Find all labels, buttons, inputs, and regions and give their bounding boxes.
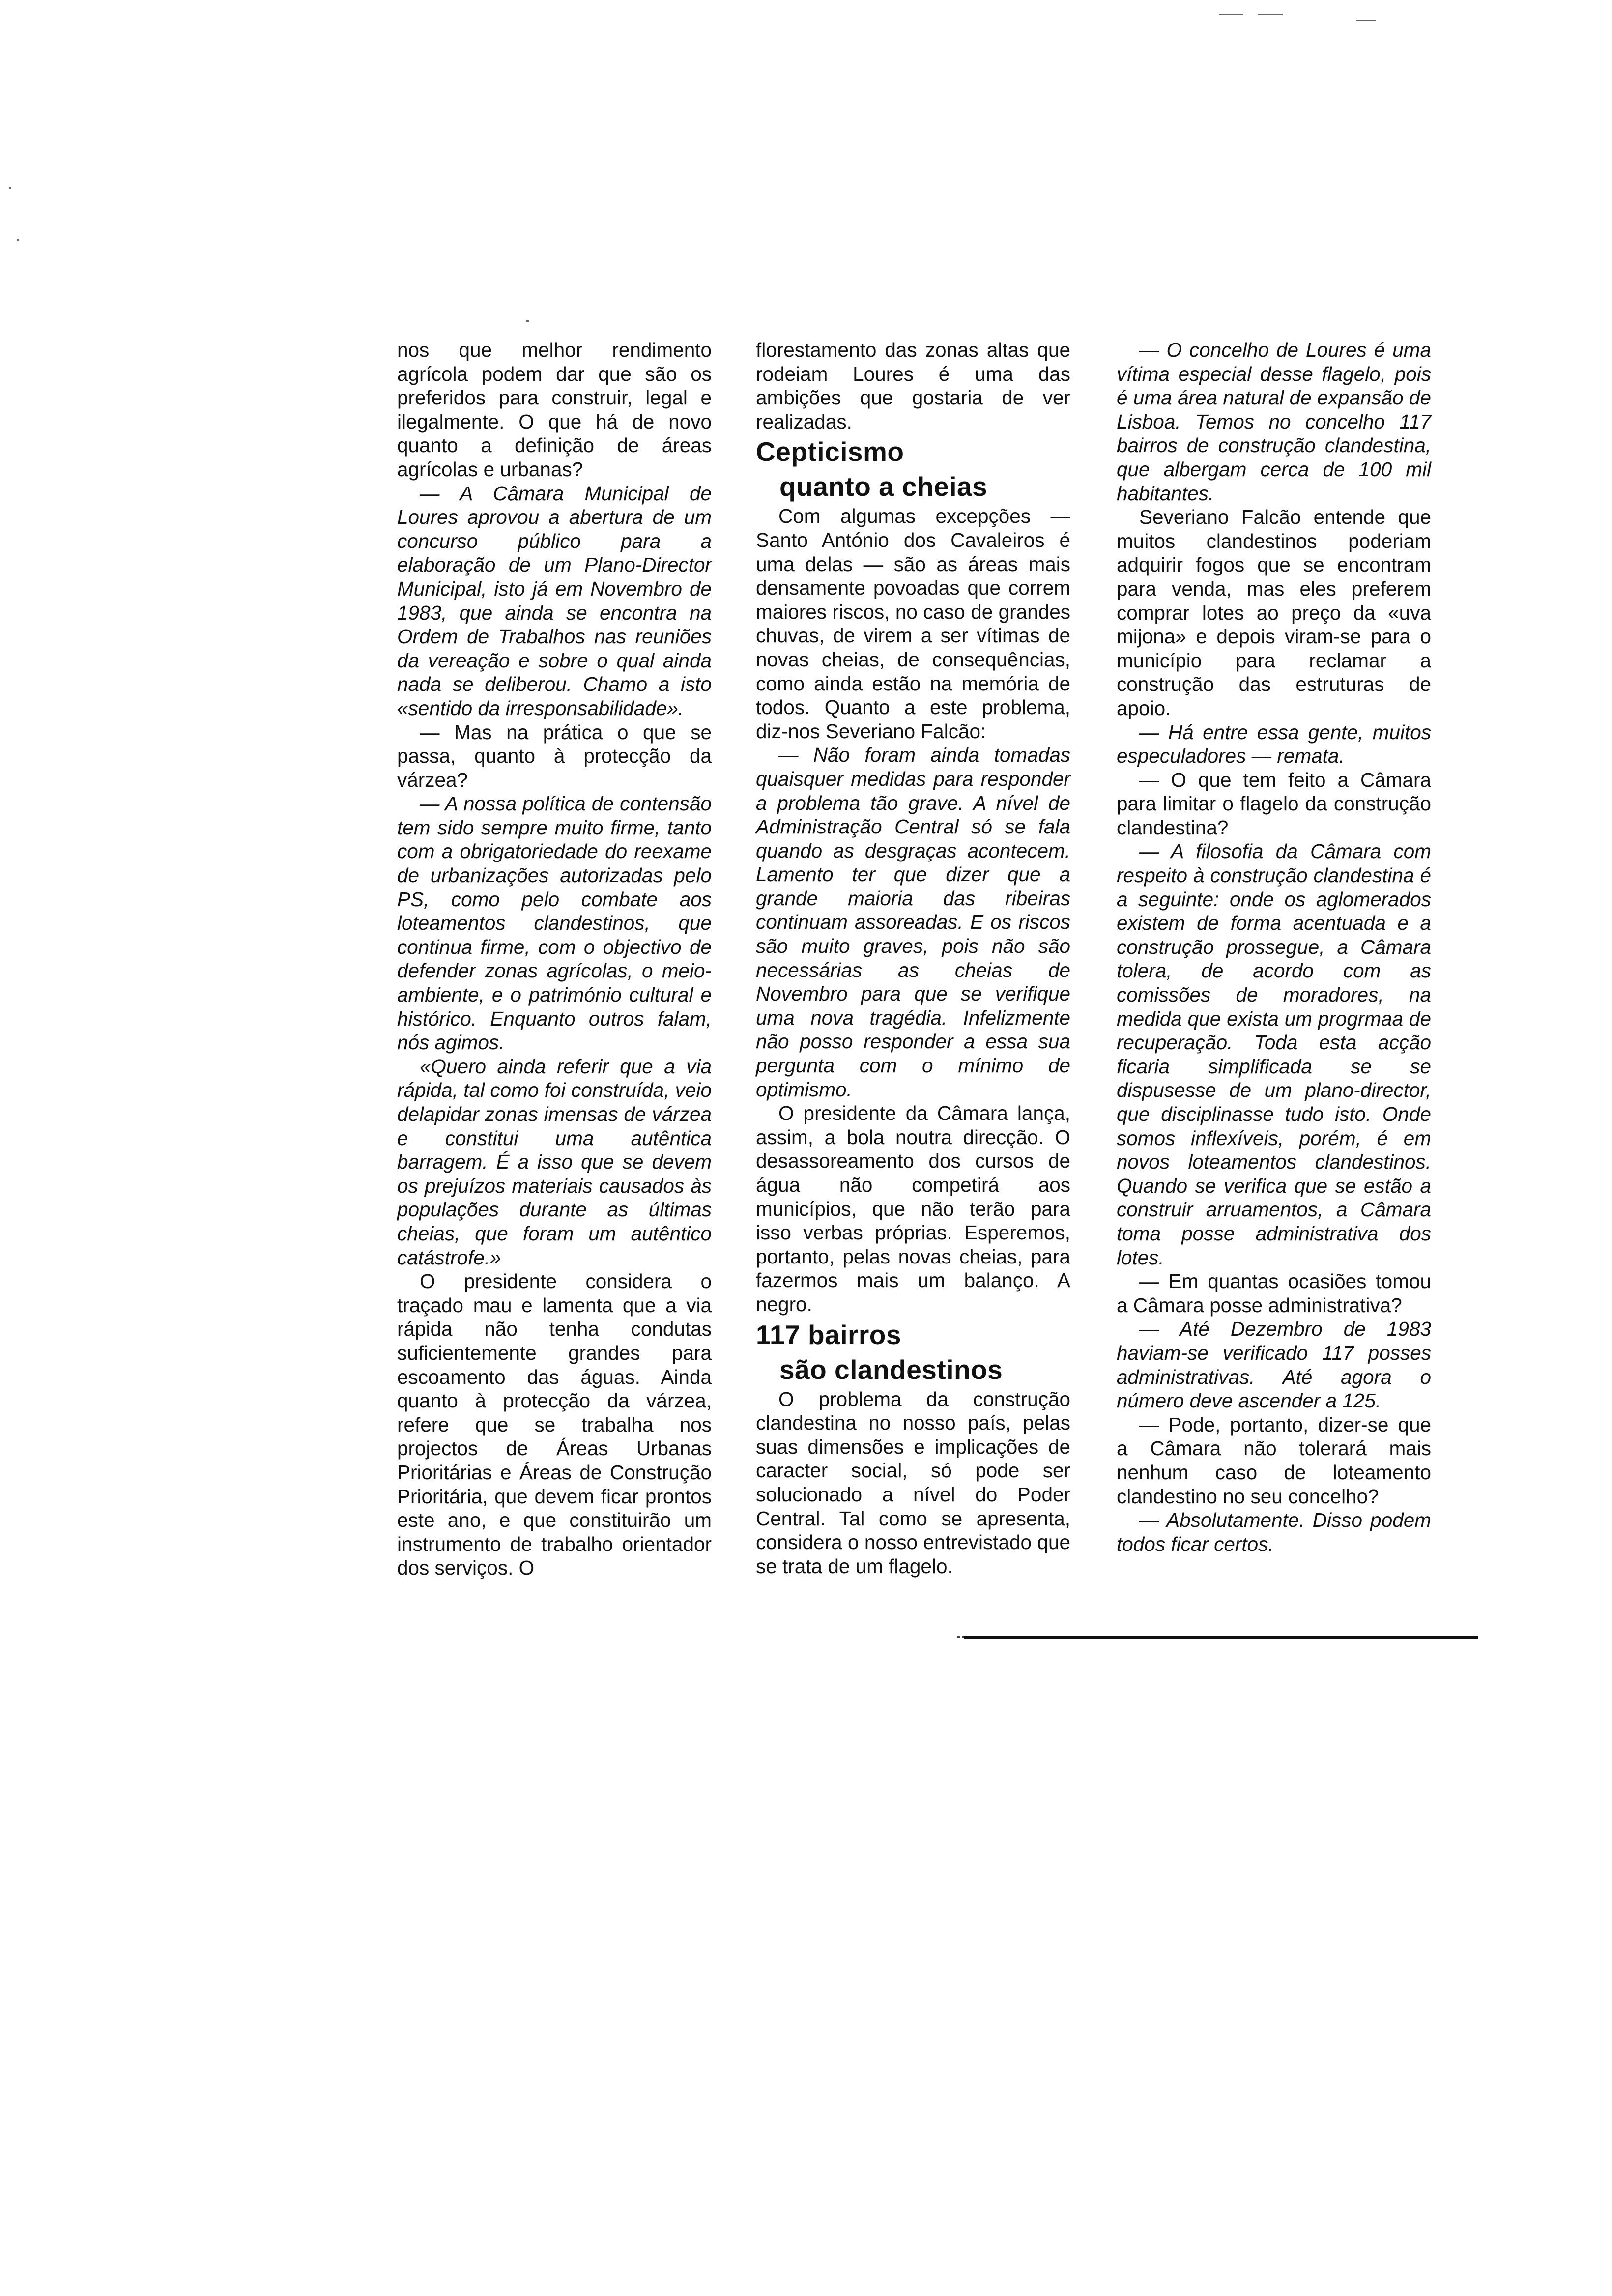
paragraph: — Mas na prática o que se passa, quanto à protecção da várzea? xyxy=(397,720,712,791)
paragraph: — A nossa política de contensão tem sido sempre muito firme, tanto com a obrigatoriedade do reexame de urbanizações autorizadas pelo PS, como pelo combate aos loteamentos clandestinos, que continua firme, com o objectivo de defender zonas agrícolas, o meio-ambiente, e o património cultural e histórico. Enquanto outros falam, nós agimos. xyxy=(397,792,712,1054)
section-heading-line-2: quanto a cheias xyxy=(779,471,988,502)
paragraph: Com algumas excepções — Santo António dos Cavaleiros é uma delas — são as áreas mais densamente povoadas que correm maiores riscos, no caso de grandes chuvas, de virem a ser vítimas de novas cheias, de consequências, como ainda estão na memória de todos. Quanto a este problema, diz-nos Severiano Falcão: xyxy=(756,505,1070,743)
paragraph: O presidente da Câmara lança, assim, a bola noutra direcção. O desassoreamento dos cursos de água não competirá aos municípios, que não terão para isso verbas próprias. Esperemos, portanto, pelas novas cheias, para fazermos mais um balanço. A negro. xyxy=(756,1102,1070,1316)
paragraph: nos que melhor rendimento agrícola podem dar que são os preferidos para construir, legal e ilegalmente. O que há de novo quanto a definição de áreas agrícolas e urbanas? xyxy=(397,339,712,481)
paragraph: — Em quantas ocasiões tomou a Câmara posse administrativa? xyxy=(1117,1270,1431,1317)
paragraph: — O que tem feito a Câmara para limitar o flagelo da construção clandestina? xyxy=(1117,768,1431,839)
article-column-1 xyxy=(397,338,712,1580)
scan-mark xyxy=(1219,14,1243,15)
quote-paragraph: «Quero ainda referir que a via rápida, tal como foi construída, veio delapidar zonas imensas de várzea e constitui uma autêntica barragem. É a isso que se devem os prejuízos materiais causados às populações durante as últimas cheias, que foram um autêntico catástrofe.» xyxy=(397,1055,712,1269)
scan-mark xyxy=(1258,14,1283,15)
paragraph: — A filosofia da Câmara com respeito à construção clandestina é a seguinte: onde os aglomerados existem de forma acentuada e a construção prossegue, a Câmara tolera, de acordo com as comissões de moradores, na medida que exista um progrmaa de recuperação. Toda esta acção ficaria simplificada se se dispusesse de um plano-director, que disciplinasse tudo isto. Onde somos inflexíveis, porém, é em novos loteamentos clandestinos. Quando se verifica que se estão a construir arruamentos, a Câmara toma posse administrativa dos lotes. xyxy=(1117,840,1431,1269)
paragraph: — Até Dezembro de 1983 haviam-se verificado 117 posses administrativas. Até agora o número deve ascender a 125. xyxy=(1117,1318,1431,1412)
paragraph: — Pode, portanto, dizer-se que a Câmara não tolerará mais nenhum caso de loteamento clandestino no seu concelho? xyxy=(1117,1413,1431,1508)
section-heading: Cepticismo xyxy=(756,436,904,467)
section-heading-line-2: são clandestinos xyxy=(779,1354,1003,1385)
paragraph: — Absolutamente. Disso podem todos ficar certos. xyxy=(1117,1509,1431,1555)
paragraph: florestamento das zonas altas que rodeiam Loures é uma das ambições que gostaria de ver realizadas. xyxy=(756,339,1070,433)
scan-mark xyxy=(17,239,19,241)
paragraph: — Não foram ainda tomadas quaisquer medidas para responder a problema tão grave. A nível de Administração Central só se fala quando as desgraças acontecem. Lamento ter que dizer que a grande maioria das ribeiras continuam assoreadas. E os riscos são muito graves, pois não são necessárias as cheias de Novembro para que se verifique uma nova tragédia. Infelizmente não posso responder a essa sua pergunta com o mínimo de optimismo. xyxy=(756,744,1070,1101)
paragraph: — O concelho de Loures é uma vítima especial desse flagelo, pois é uma área natural de expansão de Lisboa. Temos no concelho 117 bairros de construção clandestina, que albergam cerca de 100 mil habitantes. xyxy=(1117,339,1431,505)
end-rule xyxy=(964,1636,1478,1639)
paragraph: — A Câmara Municipal de Loures aprovou a abertura de um concurso público para a elaboração de um Plano-Director Municipal, isto já em Novembro de 1983, que ainda se encontra na Ordem de Trabalhos nas reuniões da vereação e sobre o qual ainda nada se deliberou. Chamo a isto «sentido da irresponsabilidade». xyxy=(397,482,712,719)
article-column-2 xyxy=(756,338,1070,1578)
paragraph: — Há entre essa gente, muitos especuladores — remata. xyxy=(1117,720,1431,768)
scan-mark xyxy=(9,187,11,189)
paragraph: O presidente considera o traçado mau e lamenta que a via rápida não tenha condutas suficientemente grandes para escoamento das águas. Ainda quanto à protecção da várzea, refere que se trabalha nos projectos de Áreas Urbanas Prioritárias e Áreas de Construção Prioritária, que devem ficar prontos este ano, e que constituirão um instrumento de trabalho orientador dos serviços. O xyxy=(397,1270,712,1579)
scan-mark xyxy=(526,320,529,322)
paragraph: Severiano Falcão entende que muitos clandestinos poderiam adquirir fogos que se encontram para venda, mas eles preferem comprar lotes ao preço da «uva mijona» e depois viram-se para o município para reclamar a construção das estruturas de apoio. xyxy=(1117,506,1431,719)
article-column-3 xyxy=(1117,338,1431,1556)
paragraph: O problema da construção clandestina no nosso país, pelas suas dimensões e implicações de caracter social, só pode ser solucionado a nível do Poder Central. Tal como se apresenta, considera o nosso entrevistado que se trata de um flagelo. xyxy=(756,1387,1070,1578)
section-heading: 117 bairros xyxy=(756,1319,901,1350)
scan-mark xyxy=(1356,20,1376,21)
